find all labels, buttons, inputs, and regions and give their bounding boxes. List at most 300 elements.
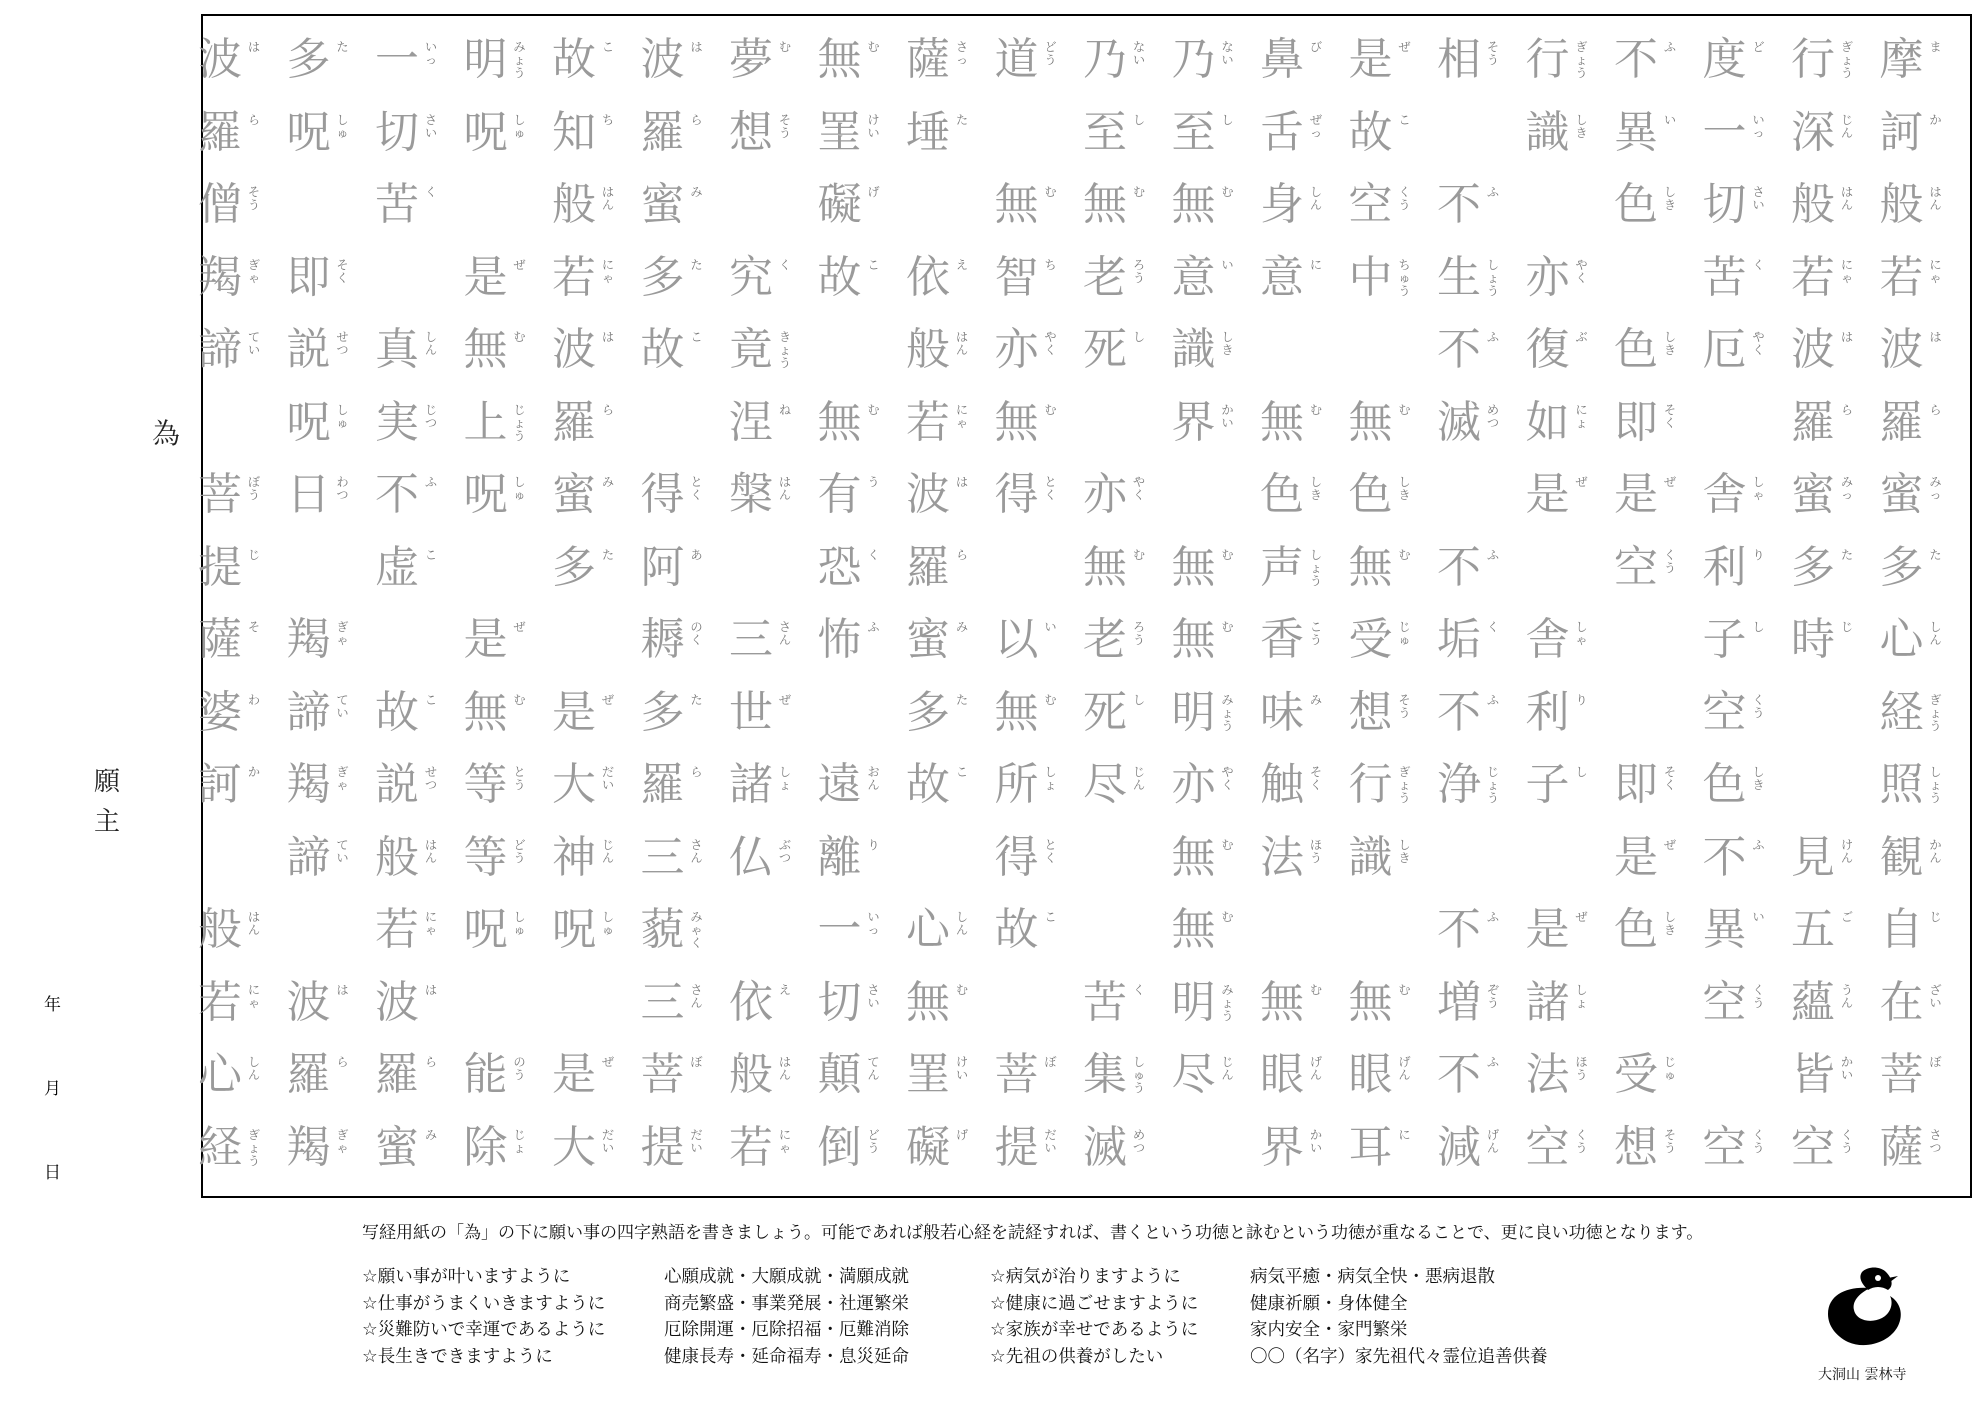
sutra-cell [192, 391, 280, 464]
sutra-cell [192, 536, 280, 609]
sutra-kanji: 故 [640, 324, 685, 375]
sutra-cell [1520, 753, 1608, 826]
sutra-cell [635, 246, 723, 319]
sutra-cell [900, 28, 988, 101]
sutra-kanji: 集 [1083, 1049, 1127, 1100]
sutra-cell [989, 28, 1077, 101]
sutra-cell [1785, 173, 1873, 246]
yoji-list-left [664, 1264, 909, 1370]
sutra-cell [1785, 898, 1873, 971]
sutra-kanji: 菩 [994, 1049, 1039, 1100]
sutra-furigana: のく [690, 620, 703, 647]
sutra-furigana: しゅ [513, 475, 526, 502]
sutra-cell [1874, 536, 1962, 609]
sutra-kanji: 波 [286, 976, 331, 1028]
sutra-cell [369, 1116, 457, 1189]
sutra-furigana: む [1221, 185, 1234, 199]
sutra-cell [723, 463, 811, 536]
sutra-furigana: む [1398, 982, 1411, 997]
sutra-furigana: ぎょう [1841, 40, 1854, 80]
sutra-furigana: さい [1752, 185, 1765, 212]
sutra-cell [1431, 1043, 1519, 1116]
sutra-cell [369, 391, 457, 464]
sutra-furigana: ぎょう [1398, 765, 1411, 805]
sutra-furigana: ち [602, 112, 615, 127]
sutra-furigana: ぜ [602, 1055, 615, 1069]
wish-item: ☆長生きできますように [362, 1346, 553, 1367]
sutra-furigana: げん [1487, 1127, 1500, 1155]
sutra-furigana: こう [1310, 620, 1323, 647]
sutra-cell [1874, 28, 1962, 101]
sutra-furigana: さん [690, 982, 703, 1010]
sutra-cell [1343, 1116, 1431, 1189]
sutra-kanji: 無 [994, 396, 1039, 448]
sutra-cell [1785, 391, 1873, 464]
sutra-kanji: 羅 [1791, 396, 1835, 448]
sutra-furigana: にゃ [1929, 257, 1942, 285]
sutra-furigana: ぜ [1664, 837, 1677, 852]
sutra-cell [989, 753, 1077, 826]
sutra-furigana: ふ [1487, 330, 1500, 344]
sutra-cell [989, 681, 1077, 754]
sutra-cell [812, 898, 900, 971]
sutra-kanji: 多 [552, 541, 596, 593]
sutra-cell [281, 246, 369, 319]
sutra-cell [1520, 1043, 1608, 1116]
sutra-kanji: 羯 [198, 251, 242, 303]
sutra-furigana: じょ [513, 1127, 526, 1155]
sutra-cell [192, 463, 280, 536]
sutra-furigana: やく [1044, 330, 1057, 357]
sutra-furigana: やく [1575, 257, 1588, 285]
sutra-kanji: 般 [552, 179, 596, 230]
sutra-cell [281, 28, 369, 101]
sutra-kanji: 無 [994, 179, 1039, 230]
sutra-cell [1254, 391, 1342, 464]
sutra-furigana: しん [425, 330, 438, 357]
sutra-kanji: 空 [1702, 976, 1747, 1028]
sutra-furigana: やく [1752, 330, 1765, 357]
sutra-kanji: 生 [1437, 251, 1481, 303]
sutra-cell [1431, 971, 1519, 1044]
sutra-kanji: 身 [1260, 179, 1304, 230]
sutra-furigana: む [1044, 185, 1057, 199]
sutra-furigana: ま [1929, 40, 1942, 54]
sutra-cell [458, 391, 546, 464]
sutra-kanji: 以 [994, 614, 1039, 665]
sutra-furigana: ぎょう [1575, 40, 1588, 80]
sutra-furigana: かん [1929, 837, 1942, 865]
sutra-furigana: し [1133, 112, 1146, 127]
sutra-furigana: しょ [779, 765, 792, 792]
sutra-kanji: 呪 [286, 106, 331, 158]
sutra-kanji: 無 [1171, 179, 1216, 230]
sutra-furigana: は [1929, 330, 1942, 344]
sutra-kanji: 空 [1702, 686, 1747, 738]
sutra-cell [989, 173, 1077, 246]
sutra-cell [192, 101, 280, 174]
sutra-kanji: 無 [1171, 831, 1216, 883]
sutra-kanji: 亦 [1171, 759, 1216, 810]
sutra-furigana: た [602, 547, 615, 562]
sutra-cell [458, 463, 546, 536]
sutra-cell [1166, 391, 1254, 464]
sutra-cell [1874, 608, 1962, 681]
sutra-furigana: こ [425, 547, 438, 562]
sutra-cell [1166, 608, 1254, 681]
sutra-furigana: く [1133, 982, 1146, 997]
sutra-furigana: ふ [1487, 1055, 1500, 1069]
sutra-kanji: 増 [1437, 976, 1481, 1028]
sutra-kanji: 識 [1171, 324, 1216, 375]
sutra-cell [1608, 536, 1696, 609]
sutra-furigana: だい [1044, 1127, 1057, 1155]
sutra-kanji: 子 [1702, 614, 1747, 665]
sutra-furigana: ふ [425, 475, 438, 489]
sutra-cell [812, 318, 900, 391]
sutra-furigana: む [956, 982, 969, 997]
sutra-cell [546, 463, 634, 536]
sutra-furigana: どう [867, 1127, 880, 1155]
sutra-furigana: せつ [425, 765, 438, 792]
sutra-cell [1254, 826, 1342, 899]
sutra-cell [1608, 608, 1696, 681]
sutra-cell [1077, 898, 1165, 971]
sutra-cell [1520, 608, 1608, 681]
sutra-kanji: 経 [1879, 686, 1924, 738]
sutra-kanji: 不 [1437, 179, 1481, 230]
sutra-kanji: 故 [552, 34, 596, 85]
sutra-kanji: 無 [463, 686, 508, 738]
sutra-furigana: しゅう [1133, 1055, 1146, 1095]
sutra-cell [1608, 463, 1696, 536]
sutra-kanji: 智 [994, 251, 1039, 303]
sutra-furigana: そく [1310, 765, 1323, 792]
sutra-furigana: ちゅう [1398, 257, 1411, 298]
sutra-furigana: ぜ [513, 257, 526, 272]
sutra-cell [369, 173, 457, 246]
sutra-kanji: 受 [1348, 614, 1393, 665]
yoji-item: 健康祈願・身体健全 [1250, 1293, 1408, 1314]
sutra-cell [723, 608, 811, 681]
sutra-cell [723, 971, 811, 1044]
sutra-furigana: しゅ [336, 112, 349, 140]
sutra-furigana: そう [779, 112, 792, 140]
sutra-kanji: 不 [1702, 831, 1747, 883]
sutra-cell [812, 681, 900, 754]
sutra-kanji: 至 [1171, 106, 1216, 158]
sutra-cell [1785, 1116, 1873, 1189]
sutra-kanji: 一 [817, 904, 862, 955]
sutra-furigana: さん [779, 620, 792, 647]
sutra-cell [1520, 1116, 1608, 1189]
sutra-cell [546, 28, 634, 101]
sutra-kanji: 度 [1702, 34, 1747, 85]
sutra-kanji: 摩 [1879, 34, 1924, 85]
sutra-furigana: か [248, 765, 261, 779]
sutra-cell [1608, 101, 1696, 174]
sutra-cell [1608, 391, 1696, 464]
sutra-cell [1785, 246, 1873, 319]
year-label: 年 [44, 995, 61, 1015]
sutra-furigana: は [602, 330, 615, 344]
sutra-kanji: 故 [994, 904, 1039, 955]
sutra-furigana: く [1487, 620, 1500, 634]
sutra-furigana: え [956, 257, 969, 272]
sutra-kanji: 故 [1348, 106, 1393, 158]
sutra-cell [1697, 246, 1785, 319]
sutra-cell [1077, 681, 1165, 754]
sutra-cell [458, 1043, 546, 1116]
sutra-kanji: 蜜 [1791, 469, 1835, 520]
sutra-cell [1785, 1043, 1873, 1116]
sutra-kanji: 波 [375, 976, 419, 1028]
sutra-cell [1431, 608, 1519, 681]
sutra-kanji: 諸 [1525, 976, 1570, 1028]
sutra-cell [1608, 1116, 1696, 1189]
sutra-kanji: 心 [198, 1049, 242, 1100]
sutra-kanji: 般 [1791, 179, 1835, 230]
sutra-cell [1697, 101, 1785, 174]
sutra-kanji: 若 [729, 1121, 773, 1173]
sutra-furigana: げん [1310, 1055, 1323, 1082]
sutra-kanji: 等 [463, 831, 508, 883]
sutra-cell [1077, 463, 1165, 536]
sutra-cell [458, 826, 546, 899]
sutra-cell [1254, 971, 1342, 1044]
sutra-cell [546, 826, 634, 899]
sutra-kanji: 無 [1260, 396, 1304, 448]
sutra-cell [900, 536, 988, 609]
sutra-furigana: ぎゃ [336, 620, 349, 647]
sutra-cell [900, 971, 988, 1044]
sutra-cell [900, 101, 988, 174]
sutra-furigana: うん [1841, 982, 1854, 1010]
sutra-cell [1077, 536, 1165, 609]
sutra-kanji: 即 [1614, 396, 1658, 448]
sutra-kanji: 大 [552, 1121, 596, 1173]
sutra-kanji: 波 [1879, 324, 1924, 375]
sutra-kanji: 眼 [1348, 1049, 1393, 1100]
sutra-furigana: ら [690, 112, 703, 127]
sutra-cell [989, 898, 1077, 971]
sutra-cell [1608, 1043, 1696, 1116]
sutra-cell [989, 391, 1077, 464]
sutra-kanji: 呪 [552, 904, 596, 955]
sutra-cell [281, 681, 369, 754]
sutra-kanji: 蜜 [640, 179, 685, 230]
sutra-furigana: くう [1752, 982, 1765, 1010]
sutra-cell [1166, 898, 1254, 971]
sutra-cell [1077, 391, 1165, 464]
sutra-cell [369, 971, 457, 1044]
sutra-furigana: り [1575, 692, 1588, 707]
sutra-cell [1431, 173, 1519, 246]
sutra-cell [1608, 971, 1696, 1044]
sutra-cell [546, 753, 634, 826]
sutra-kanji: 老 [1083, 251, 1127, 303]
sutra-cell [1874, 173, 1962, 246]
sutra-cell [900, 1043, 988, 1116]
sutra-kanji: 滅 [1083, 1121, 1127, 1173]
sutra-cell [546, 246, 634, 319]
sutra-furigana: か [1929, 112, 1942, 127]
sutra-cell [281, 826, 369, 899]
sutra-column [1874, 28, 1962, 1188]
sutra-cell [1608, 826, 1696, 899]
sutra-furigana: り [1752, 547, 1765, 562]
sutra-cell [1431, 463, 1519, 536]
sutra-cell [1077, 28, 1165, 101]
sutra-furigana: じゅ [1664, 1055, 1677, 1082]
sutra-cell [635, 391, 723, 464]
sutra-kanji: 礙 [906, 1121, 950, 1173]
sutra-cell [1166, 463, 1254, 536]
wish-list-left [362, 1264, 605, 1370]
sutra-cell [1697, 391, 1785, 464]
sutra-cell [1343, 1043, 1431, 1116]
sutra-kanji: 羯 [286, 759, 331, 810]
sutra-kanji: 切 [1702, 179, 1747, 230]
sutra-furigana: じ [1929, 910, 1942, 924]
sutra-cell [900, 246, 988, 319]
sutra-furigana: に [1398, 1127, 1411, 1142]
sutra-furigana: し [1133, 692, 1146, 707]
sutra-furigana: しょう [1487, 257, 1500, 298]
sutra-cell [1077, 1116, 1165, 1189]
sutra-furigana: ぎゃ [336, 765, 349, 792]
sutra-furigana: だい [690, 1127, 703, 1155]
sutra-cell [1874, 463, 1962, 536]
sutra-furigana: ふ [1487, 547, 1500, 562]
sutra-kanji: 苦 [1083, 976, 1127, 1028]
sutra-cell [281, 753, 369, 826]
sutra-cell [1785, 463, 1873, 536]
sutra-kanji: 三 [640, 976, 685, 1028]
sutra-cell [635, 101, 723, 174]
sutra-kanji: 呪 [463, 904, 508, 955]
sutra-furigana: せつ [336, 330, 349, 357]
sutra-cell [192, 753, 280, 826]
sutra-kanji: 虚 [375, 541, 419, 593]
sutra-furigana: い [1752, 910, 1765, 924]
sutra-kanji: 多 [906, 686, 950, 738]
sutra-furigana: む [1221, 910, 1234, 924]
yoji-item: 〇〇（名字）家先祖代々霊位追善供養 [1250, 1346, 1548, 1367]
sutra-kanji: 色 [1614, 324, 1658, 375]
sutra-kanji: 浄 [1437, 759, 1481, 810]
sutra-furigana: しん [1929, 620, 1942, 647]
sutra-cell [1343, 101, 1431, 174]
month-label: 月 [44, 1079, 61, 1099]
sutra-cell [900, 391, 988, 464]
sutra-furigana: し [1133, 330, 1146, 344]
sutra-kanji: 羅 [286, 1049, 331, 1100]
sutra-cell [458, 608, 546, 681]
sutra-cell [812, 101, 900, 174]
sutra-cell [1431, 753, 1519, 826]
sutra-furigana: どう [513, 837, 526, 865]
sutra-kanji: 即 [286, 251, 331, 303]
sutra-cell [989, 826, 1077, 899]
sutra-cell [812, 173, 900, 246]
sutra-kanji: 倒 [817, 1121, 862, 1173]
sutra-cell [812, 536, 900, 609]
sutra-furigana: ぞう [1487, 982, 1500, 1010]
sutra-furigana: はん [779, 475, 792, 502]
sutra-cell [192, 608, 280, 681]
sutra-furigana: げ [956, 1127, 969, 1142]
sutra-cell [1608, 898, 1696, 971]
sutra-cell [1608, 681, 1696, 754]
sutra-furigana: う [867, 475, 880, 489]
sutra-furigana: しょう [1310, 547, 1323, 588]
sutra-furigana: くう [1841, 1127, 1854, 1155]
sutra-cell [1874, 898, 1962, 971]
sutra-kanji: 故 [817, 251, 862, 303]
sutra-furigana: にゃ [425, 910, 438, 937]
sutra-column [1254, 28, 1342, 1188]
sutra-cell [1431, 28, 1519, 101]
sutra-furigana: い [1221, 257, 1234, 272]
sutra-cell [635, 1043, 723, 1116]
sutra-furigana: じん [1133, 765, 1146, 792]
sutra-furigana: た [956, 112, 969, 127]
sutra-furigana: やく [1133, 475, 1146, 502]
sutra-kanji: 行 [1525, 34, 1570, 85]
sutra-furigana: こ [867, 257, 880, 272]
sutra-kanji: 是 [1614, 469, 1658, 520]
sutra-furigana: く [867, 547, 880, 562]
sutra-furigana: ふ [867, 620, 880, 634]
sutra-furigana: しん [248, 1055, 261, 1082]
sutra-kanji: 得 [994, 831, 1039, 883]
sutra-cell [1874, 246, 1962, 319]
sutra-furigana: てい [248, 330, 261, 357]
sutra-furigana: はん [1841, 185, 1854, 212]
sutra-cell [1874, 681, 1962, 754]
sutra-furigana: く [425, 185, 438, 199]
sutra-furigana: ら [336, 1055, 349, 1069]
sutra-kanji: 日 [286, 469, 331, 520]
sutra-cell [1343, 173, 1431, 246]
sutra-furigana: みゃく [690, 910, 703, 950]
sutra-kanji: 至 [1083, 106, 1127, 158]
sutra-cell [900, 608, 988, 681]
sutra-kanji: 舎 [1525, 614, 1570, 665]
sutra-kanji: 故 [906, 759, 950, 810]
sutra-kanji: 所 [994, 759, 1039, 810]
sutra-column [546, 28, 634, 1188]
yoji-list-right [1250, 1264, 1548, 1370]
sutra-cell [635, 463, 723, 536]
sutra-kanji: 竟 [729, 324, 773, 375]
sutra-furigana: く [779, 257, 792, 272]
sutra-furigana: そく [1664, 402, 1677, 430]
sutra-furigana: は [1841, 330, 1854, 344]
sutra-furigana: くう [1575, 1127, 1588, 1155]
sutra-kanji: 恐 [817, 541, 862, 593]
sutra-kanji: 是 [463, 614, 508, 665]
sutra-furigana: じん [1221, 1055, 1234, 1082]
sutra-cell [989, 536, 1077, 609]
day-label: 日 [44, 1163, 61, 1183]
sutra-furigana: ぎょう [248, 1127, 261, 1168]
sutra-column [1608, 28, 1696, 1188]
sutra-furigana: む [1221, 620, 1234, 634]
sutra-cell [812, 971, 900, 1044]
sutra-cell [723, 28, 811, 101]
